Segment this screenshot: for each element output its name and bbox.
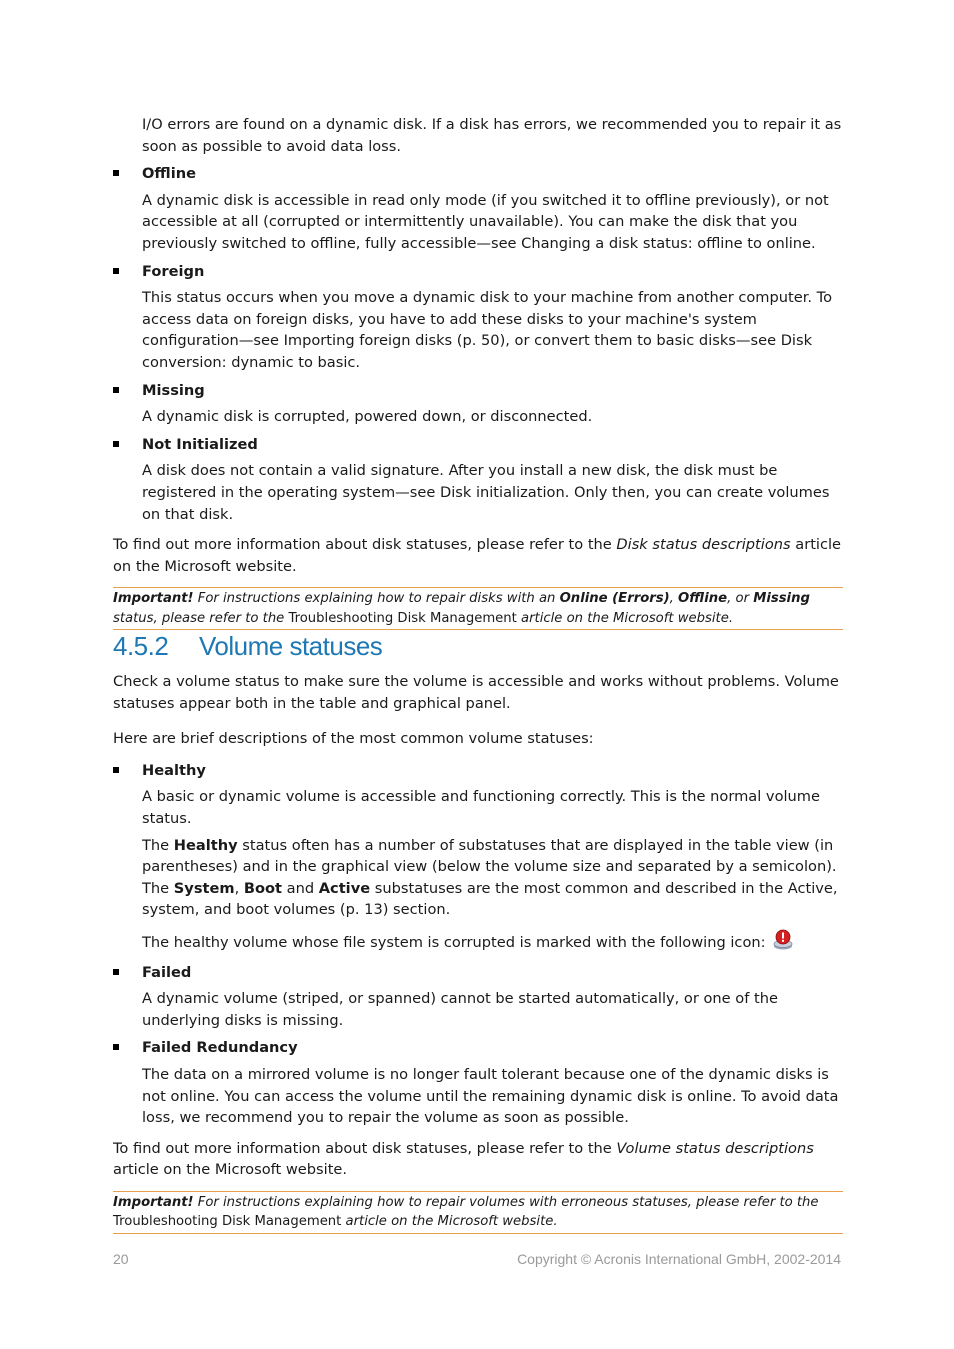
note-text: article on the Microsoft website. (341, 1214, 558, 1230)
bullet-icon (113, 387, 119, 393)
status-term: Foreign (142, 262, 205, 280)
status-term: Not Initialized (142, 435, 258, 453)
substatus-bold: Active (318, 879, 371, 897)
status-term: Offline (142, 165, 196, 183)
note-bold: Offline (678, 591, 728, 607)
substatus-text: status often has a number of substatuses that are displayed in the table view (in parentheses) and in the graphical view (below the volume size and separated by a semicolon). The (142, 836, 837, 897)
corrupted-icon-paragraph (142, 929, 843, 958)
status-item-missing (142, 380, 843, 402)
note-text: For instructions explaining how to repair disks with an (193, 591, 560, 607)
status-description: A dynamic volume (striped, or spanned) cannot be started automatically, or one of the underlying disks is missing. (142, 990, 778, 1029)
note-bold: Missing (753, 591, 810, 607)
more-info-article-title: Disk status descriptions (616, 536, 791, 554)
troubleshooting-link[interactable]: Troubleshooting Disk Management (288, 610, 517, 626)
status-description: A dynamic disk is corrupted, powered down, or disconnected. (142, 408, 593, 426)
more-info-paragraph (113, 534, 843, 577)
disk-statuses-section (113, 114, 843, 630)
more-info-article-title: Volume status descriptions (616, 1139, 814, 1157)
status-description: A dynamic disk is accessible in read only mode (if you switched it to offline previously), or not accessible at all (corrupted or intermittently unavailable). You can make the disk that you previously switched to offline, fully accessible—see Changing a disk status: offline to online. (142, 191, 829, 252)
substatus-text: The (142, 836, 174, 854)
status-term: Failed (142, 963, 192, 981)
note-label: Important! (113, 1194, 194, 1210)
note-text: article on the Microsoft website. (516, 610, 734, 626)
substatus-text: and (282, 879, 319, 897)
status-item-not-initialized (142, 434, 843, 456)
status-description: A basic or dynamic volume is accessible and functioning correctly. This is the normal volume status. (142, 788, 820, 827)
bullet-icon (113, 441, 119, 447)
note-text: , or (727, 591, 754, 607)
bullet-icon (113, 969, 119, 975)
substatus-bold: System (173, 879, 235, 897)
more-info-text: article on the Microsoft website. (113, 536, 842, 575)
status-description: A disk does not contain a valid signature. After you install a new disk, the disk must be registered in the operating system—see Disk initialization. Only then, you can create volumes on that disk. (142, 462, 830, 523)
volume-statuses-section (113, 630, 843, 1234)
more-info-text: To find out more information about disk statuses, please refer to the (113, 1139, 617, 1157)
corrupted-volume-warning-icon (772, 929, 794, 958)
note-text: For instructions explaining how to repair volumes with erroneous statuses, please refer to the (193, 1194, 819, 1210)
substatus-text: , (234, 879, 244, 897)
status-item-offline (142, 163, 843, 185)
note-text: status, please refer to the (113, 610, 289, 626)
healthy-substatus-paragraph (142, 835, 843, 921)
status-item-failed (142, 962, 843, 984)
more-info-text: article on the Microsoft website. (113, 1161, 348, 1179)
important-note (113, 1191, 843, 1234)
page-footer (113, 1251, 841, 1267)
status-item-foreign (142, 261, 843, 283)
status-description: The data on a mirrored volume is no longer fault tolerant because one of the dynamic disks is not online. You can access the volume until the remaining dynamic disk is online. To avoid data loss, we recommend you to repair the volume as soon as possible. (142, 1065, 839, 1127)
note-bold: Online (Errors) (559, 591, 670, 607)
volume-brief: Here are brief descriptions of the most common volume statuses: (113, 730, 594, 748)
substatus-bold: Healthy (173, 836, 238, 854)
section-number: 4.5.2 (113, 631, 169, 661)
important-note (113, 587, 843, 630)
bullet-icon (113, 268, 119, 274)
section-title: Volume statuses (199, 631, 383, 661)
status-item-failed-redundancy (142, 1037, 843, 1059)
bullet-icon (113, 1044, 119, 1050)
more-info-paragraph (113, 1138, 843, 1181)
more-info-text: To find out more information about disk statuses, please refer to the (113, 536, 617, 554)
status-term: Healthy (142, 761, 206, 779)
note-label: Important! (113, 591, 194, 607)
troubleshooting-link[interactable]: Troubleshooting Disk Management (113, 1214, 342, 1230)
bullet-icon (113, 767, 119, 773)
icon-description: The healthy volume whose file system is corrupted is marked with the following icon: (142, 933, 766, 951)
online-errors-description-tail: I/O errors are found on a dynamic disk. If a disk has errors, we recommended you to repair it as soon as possible to avoid data loss. (142, 116, 842, 155)
status-term: Failed Redundancy (142, 1039, 298, 1057)
status-description: This status occurs when you move a dynamic disk to your machine from another computer. To access data on foreign disks, you have to add these disks to your machine's system configuration—see Importing foreign disks (p. 50), or convert them to basic disks—see Disk conversion: dynamic to basic. (142, 289, 833, 371)
substatus-text: substatuses are the most common and described in the Active, system, and boot volumes (p. 13) section. (142, 879, 838, 919)
volume-intro: Check a volume status to make sure the volume is accessible and works without problems. Volume statuses appear both in the table and graphical panel. (113, 673, 839, 712)
status-term: Missing (142, 381, 205, 399)
note-text: , (669, 591, 679, 607)
substatus-bold: Boot (243, 879, 283, 897)
page-number: 20 (113, 1251, 129, 1267)
copyright-notice: Copyright © Acronis International GmbH, 2002-2014 (517, 1251, 841, 1267)
section-heading (113, 630, 843, 662)
bullet-icon (113, 170, 119, 176)
status-item-healthy (142, 760, 843, 782)
